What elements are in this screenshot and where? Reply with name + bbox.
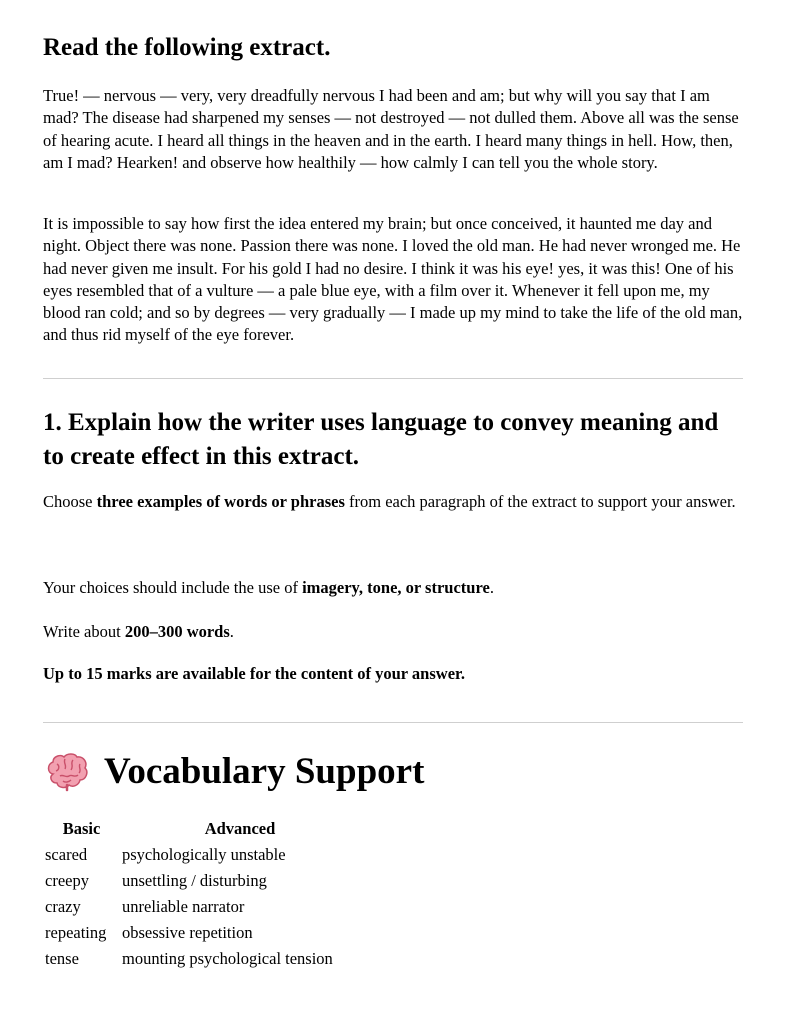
instruction-emphasis: three examples of words or phrases	[96, 492, 345, 511]
table-row	[43, 920, 360, 946]
brain-icon	[45, 752, 89, 792]
instruction-text: Your choices should include the use of	[43, 578, 303, 597]
basic-word: tense	[45, 949, 79, 968]
vocabulary-heading	[45, 748, 424, 796]
question-instruction-techniques	[43, 577, 745, 599]
vocabulary-table	[43, 816, 360, 972]
table-row	[43, 842, 360, 868]
instruction-text: Choose	[43, 492, 97, 511]
column-header-advanced: Advanced	[204, 819, 276, 838]
section-divider	[43, 722, 743, 723]
instruction-emphasis: 200–300 words	[124, 622, 230, 641]
basic-word: crazy	[45, 897, 81, 916]
question-heading: 1. Explain how the writer uses language to convey meaning and to create effect in this extract.	[43, 409, 719, 470]
instruction-text: Write about	[43, 622, 125, 641]
basic-word: repeating	[45, 923, 107, 942]
extract-paragraph-2: It is impossible to say how first the idea entered my brain; but once conceived, it haunted me day and night. Object there was none. Passion there was none. I loved the old man. He had never wronged me. He had never given me insult. For his gold I had no desire. I think it was his eye! yes, it was this! One of his eyes resembled that of a vulture — a pale blue eye, with a film over it. Whenever it fell upon me, my blood ran cold; and so by degrees — very gradually — I made up my mind to take the life of the old man, and thus rid myself of the eye forever.	[43, 214, 743, 345]
table-header-row	[43, 816, 360, 842]
table-row	[43, 894, 360, 920]
question-instruction-examples	[43, 491, 745, 513]
advanced-word: obsessive repetition	[122, 923, 253, 942]
marks-note-text: Up to 15 marks are available for the content of your answer.	[43, 664, 465, 683]
advanced-word: mounting psychological tension	[122, 949, 333, 968]
instruction-emphasis: imagery, tone, or structure	[302, 578, 490, 597]
basic-word: scared	[45, 845, 88, 864]
question-instruction-length	[43, 621, 745, 643]
advanced-word: unsettling / disturbing	[122, 871, 267, 890]
column-header-basic: Basic	[62, 819, 101, 838]
instruction-text: .	[489, 578, 494, 597]
basic-word: creepy	[45, 871, 89, 890]
question-marks-note	[43, 663, 745, 685]
extract-paragraph-1: True! — nervous — very, very dreadfully nervous I had been and am; but why will you say that I am mad? The disease had sharpened my senses — not destroyed — not dulled them. Above all was the sense of hearing acute. I heard all things in the heaven and in the earth. I heard many things in hell. How, then, am I mad? Hearken! and observe how healthily — how calmly I can tell you the whole story.	[43, 86, 739, 172]
advanced-word: psychologically unstable	[122, 845, 286, 864]
table-row	[43, 946, 360, 972]
extract-heading: Read the following extract.	[43, 34, 331, 61]
advanced-word: unreliable narrator	[122, 897, 245, 916]
table-row	[43, 868, 360, 894]
instruction-text: .	[229, 622, 234, 641]
vocabulary-heading-text: Vocabulary Support	[104, 751, 425, 792]
section-divider	[43, 378, 743, 379]
instruction-text: from each paragraph of the extract to support your answer.	[344, 492, 736, 511]
